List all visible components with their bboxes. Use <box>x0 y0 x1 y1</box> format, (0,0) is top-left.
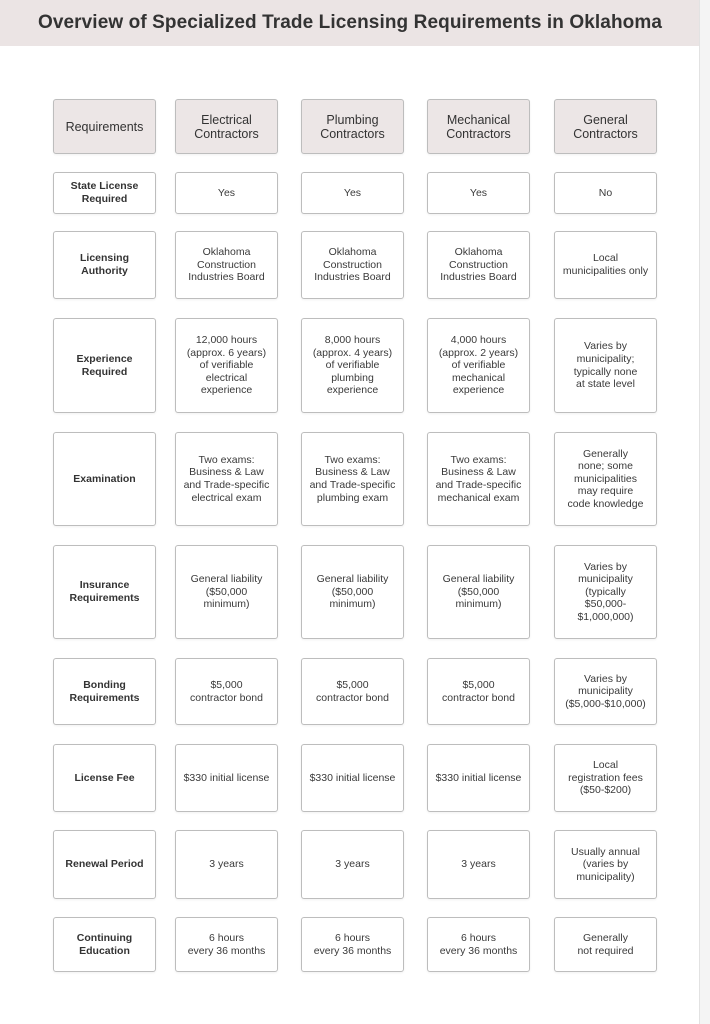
table-cell: 6 hours every 36 months <box>427 917 530 972</box>
table-cell: Two exams: Business & Law and Trade-specific mechanical exam <box>427 432 530 526</box>
column-header-requirements: Requirements <box>53 99 156 154</box>
table-cell: Local municipalities only <box>554 231 657 299</box>
table-cell: $330 initial license <box>301 744 404 812</box>
table-cell: 3 years <box>301 830 404 899</box>
table-cell: Yes <box>175 172 278 214</box>
table-cell: Yes <box>427 172 530 214</box>
table-cell: 4,000 hours (approx. 2 years) of verifiable mechanical experience <box>427 318 530 413</box>
table-cell: Two exams: Business & Law and Trade-specific electrical exam <box>175 432 278 526</box>
table-cell: Generally none; some municipalities may require code knowledge <box>554 432 657 526</box>
title-bar <box>0 0 700 46</box>
table-cell: $5,000 contractor bond <box>427 658 530 725</box>
table-cell: $330 initial license <box>427 744 530 812</box>
row-label-continuing-education: Continuing Education <box>53 917 156 972</box>
table-cell: Oklahoma Construction Industries Board <box>427 231 530 299</box>
table-cell: Generally not required <box>554 917 657 972</box>
page-edge <box>699 0 710 1024</box>
page-title: Overview of Specialized Trade Licensing Requirements in Oklahoma <box>37 12 663 33</box>
row-label-state-license-required: State License Required <box>53 172 156 214</box>
table-cell: $5,000 contractor bond <box>301 658 404 725</box>
table-cell: Usually annual (varies by municipality) <box>554 830 657 899</box>
row-label-insurance-requirements: Insurance Requirements <box>53 545 156 639</box>
row-label-examination: Examination <box>53 432 156 526</box>
table-cell: Yes <box>301 172 404 214</box>
table-cell: Local registration fees ($50-$200) <box>554 744 657 812</box>
table-cell: General liability ($50,000 minimum) <box>301 545 404 639</box>
column-header-plumbing-contractors: Plumbing Contractors <box>301 99 404 154</box>
table-cell: Oklahoma Construction Industries Board <box>175 231 278 299</box>
table-cell: Varies by municipality (typically $50,000- $1,000,000) <box>554 545 657 639</box>
table-cell: Varies by municipality; typically none at state level <box>554 318 657 413</box>
column-header-mechanical-contractors: Mechanical Contractors <box>427 99 530 154</box>
column-header-electrical-contractors: Electrical Contractors <box>175 99 278 154</box>
table-cell: No <box>554 172 657 214</box>
table-cell: General liability ($50,000 minimum) <box>427 545 530 639</box>
table-cell: $330 initial license <box>175 744 278 812</box>
table-cell: 3 years <box>427 830 530 899</box>
table-cell: General liability ($50,000 minimum) <box>175 545 278 639</box>
table-cell: $5,000 contractor bond <box>175 658 278 725</box>
row-label-license-fee: License Fee <box>53 744 156 812</box>
table-cell: 6 hours every 36 months <box>175 917 278 972</box>
table-cell: 6 hours every 36 months <box>301 917 404 972</box>
row-label-licensing-authority: Licensing Authority <box>53 231 156 299</box>
row-label-bonding-requirements: Bonding Requirements <box>53 658 156 725</box>
table-cell: 8,000 hours (approx. 4 years) of verifiable plumbing experience <box>301 318 404 413</box>
table-cell: 3 years <box>175 830 278 899</box>
table-cell: Two exams: Business & Law and Trade-specific plumbing exam <box>301 432 404 526</box>
row-label-experience-required: Experience Required <box>53 318 156 413</box>
table-cell: 12,000 hours (approx. 6 years) of verifiable electrical experience <box>175 318 278 413</box>
column-header-general-contractors: General Contractors <box>554 99 657 154</box>
row-label-renewal-period: Renewal Period <box>53 830 156 899</box>
table-cell: Oklahoma Construction Industries Board <box>301 231 404 299</box>
table-cell: Varies by municipality ($5,000-$10,000) <box>554 658 657 725</box>
